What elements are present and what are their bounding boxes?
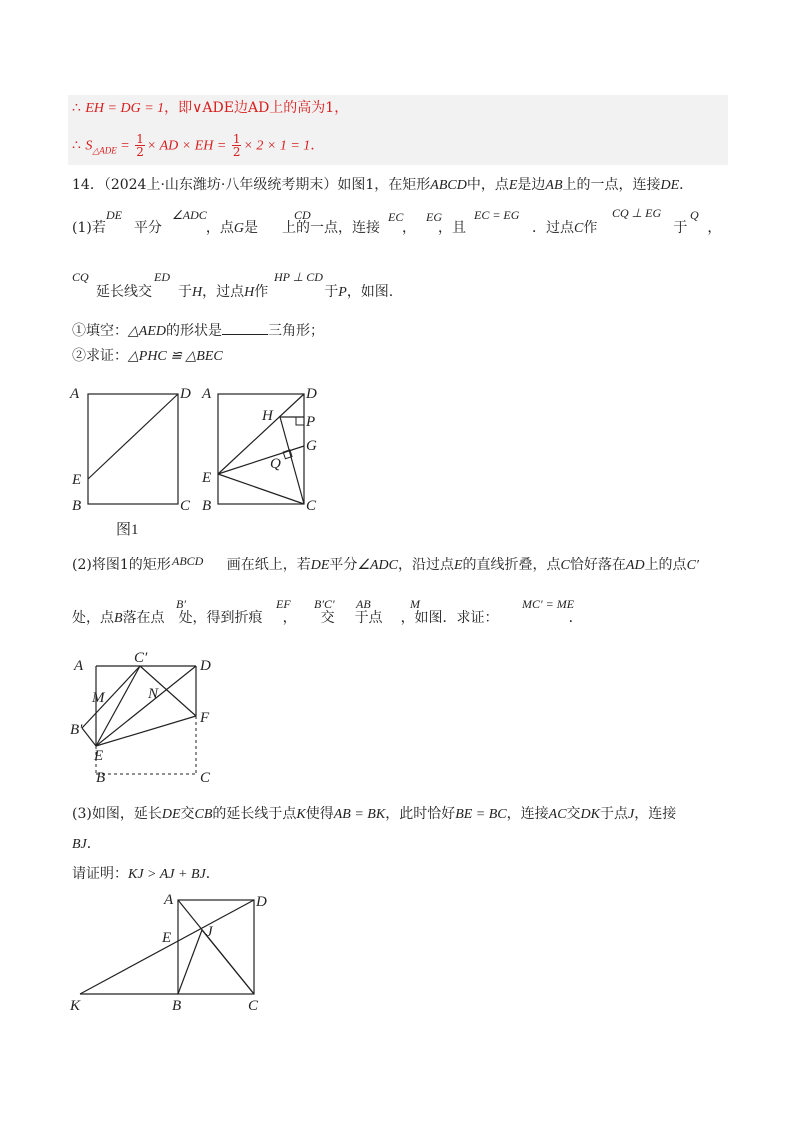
label-m: M	[92, 690, 105, 706]
text: 于	[324, 284, 339, 300]
area-result: × 2 × 1 = 1	[243, 138, 311, 154]
seg-kd	[80, 900, 254, 994]
height-note: ，即∨ADE边AD上的高为1，	[164, 100, 349, 116]
part3-line1	[72, 804, 676, 825]
label-b: B	[202, 498, 212, 514]
raised-q: Q	[690, 208, 699, 222]
text: ．	[568, 610, 583, 626]
raised-cq: CQ	[72, 270, 89, 284]
area-subscript: △ADE	[92, 145, 117, 156]
problem-number: 14．	[72, 177, 104, 193]
raised-ef: EF	[276, 597, 291, 611]
angle-adc: ∠ADC	[357, 558, 398, 573]
text: ，连接	[634, 806, 677, 822]
label-k: K	[70, 998, 81, 1014]
seg-ed	[96, 666, 196, 746]
label-a: A	[164, 892, 174, 908]
seg-ac: AC	[548, 807, 567, 822]
text: ，如图.	[346, 284, 394, 300]
part3-line2	[72, 834, 101, 855]
text: ②求证：	[72, 348, 128, 364]
text: ，	[707, 220, 722, 236]
seg-eg	[218, 446, 304, 474]
text: 上的一点，连接	[281, 220, 380, 236]
point-e: E	[508, 178, 518, 193]
seg-de	[218, 394, 304, 474]
text: 平分	[133, 220, 162, 236]
seg-bj: BJ	[72, 837, 87, 852]
text: 于	[673, 220, 688, 236]
label-a: A	[70, 386, 80, 402]
label-d: D	[200, 658, 211, 674]
problem-source: （2024上·山东潍坊·八年级统考期末）如图1，在矩形	[103, 177, 431, 193]
text: 落在点	[122, 610, 165, 626]
eq-sign: =	[116, 138, 134, 154]
label-e: E	[202, 470, 212, 486]
text: ，	[282, 610, 297, 626]
label-b: B	[96, 770, 106, 786]
text: 延长线交	[96, 284, 152, 300]
inequality: KJ > AJ + BJ	[128, 867, 206, 882]
point-g: G	[233, 221, 244, 236]
text: 平分	[329, 557, 358, 573]
raised-ec-eq-eg: EC = EG	[474, 208, 520, 222]
solution-line-2	[72, 133, 315, 160]
label-b: B	[72, 498, 82, 514]
area-symbol: S	[85, 138, 93, 154]
fraction-half-2	[232, 133, 242, 158]
period: ．	[205, 866, 220, 882]
label-h: H	[262, 408, 273, 424]
text: 上的一点，连接	[562, 177, 661, 193]
label-f: F	[200, 710, 210, 726]
rect-abcd	[88, 394, 178, 504]
part1-line2	[72, 282, 393, 303]
solution-line-1	[72, 98, 348, 119]
text: 交	[180, 806, 195, 822]
text: 的直线折叠，点	[462, 557, 561, 573]
label-a: A	[74, 658, 84, 674]
fraction-half-1	[135, 133, 145, 158]
frac-den: 2	[232, 145, 241, 159]
text: 三角形；	[267, 323, 324, 339]
seg-ad: AD	[625, 558, 645, 573]
period: ．	[86, 836, 101, 852]
text: ，连接	[506, 806, 549, 822]
text: ，点	[205, 220, 234, 236]
part1-label: (1)若	[72, 220, 106, 236]
label-d: D	[306, 386, 317, 402]
label-e: E	[72, 472, 82, 488]
label-p: P	[306, 414, 316, 430]
raised-b-c-prime: B′C′	[314, 597, 335, 611]
text: ．过点	[531, 220, 574, 236]
raised-abcd: ABCD	[172, 554, 204, 568]
text: 是边	[517, 177, 546, 193]
point-c: C	[573, 221, 584, 236]
seg-de: DE	[660, 178, 680, 193]
problem-intro	[72, 175, 693, 196]
eh-dg-eq: EH = DG = 1	[85, 101, 165, 116]
text: 交	[320, 610, 335, 626]
label-e: E	[94, 748, 104, 764]
figure-1	[68, 382, 198, 542]
therefore-symbol: ∴	[72, 100, 81, 116]
raised-cq-perp-eg: CQ ⊥ EG	[612, 206, 662, 220]
part3-label: (3)如图，延长	[72, 806, 162, 822]
raised-hp-perp-cd: HP ⊥ CD	[274, 270, 323, 284]
raised-cd: CD	[294, 208, 311, 222]
raised-de: DE	[106, 208, 122, 222]
text: ，过点	[202, 284, 245, 300]
figure-1-caption: 图1	[116, 522, 139, 538]
raised-ec: EC	[388, 210, 404, 224]
raised-m: M	[410, 597, 420, 611]
area-product: × AD × EH =	[146, 138, 230, 154]
label-c: C	[180, 498, 191, 514]
label-d: D	[256, 894, 267, 910]
raised-adc: ∠ADC	[172, 208, 207, 222]
text: ，此时恰好	[385, 806, 456, 822]
label-c: C	[306, 498, 317, 514]
seg-cb: CB	[194, 807, 213, 822]
text: 作	[254, 284, 269, 300]
label-d: D	[180, 386, 191, 402]
text: 是	[243, 220, 258, 236]
text: 恰好落在	[569, 557, 626, 573]
point-k: K	[296, 807, 306, 822]
part2-line1	[72, 555, 699, 576]
label-b: B	[172, 998, 182, 1014]
point-j: J	[628, 807, 635, 822]
be-eq-bc: BE = BC	[455, 807, 507, 822]
point-b: B	[114, 611, 123, 626]
text: 上的点	[644, 557, 687, 573]
prove-line	[72, 346, 223, 367]
text: 画在纸上，若	[226, 557, 311, 573]
seg-de: DE	[161, 807, 181, 822]
text: ，沿过点	[397, 557, 454, 573]
seg-b-prime-e	[82, 728, 96, 746]
text: 处，点	[72, 610, 114, 626]
raised-b-prime: B′	[176, 597, 186, 611]
text: ①填空：	[72, 323, 128, 339]
raised-ed: ED	[154, 270, 170, 284]
text: 使得	[305, 806, 334, 822]
text: 处，得到折痕	[178, 610, 263, 626]
part2-label: (2)将图1的矩形	[72, 557, 171, 573]
text: 中，点	[466, 177, 509, 193]
label-j: J	[206, 924, 213, 940]
answer-blank[interactable]	[222, 322, 268, 335]
seg-ef	[96, 716, 196, 746]
label-c-prime: C′	[134, 650, 148, 666]
label-e: E	[162, 930, 172, 946]
point-e: E	[453, 558, 463, 573]
tri-aed: △AED	[128, 324, 166, 339]
rect-abcd	[218, 394, 304, 504]
point-h: H	[244, 285, 255, 300]
text: 作	[583, 220, 598, 236]
period: .	[310, 137, 315, 154]
text: ，且	[437, 220, 466, 236]
point-c-prime: C′	[686, 558, 699, 573]
therefore-symbol-2: ∴	[72, 137, 81, 154]
rect-abcd: ABCD	[430, 178, 467, 193]
text: 于点	[600, 806, 628, 822]
label-b-prime: B′	[70, 722, 83, 738]
text: 交	[566, 806, 581, 822]
text: 于	[178, 284, 192, 300]
part3-prove	[72, 864, 220, 885]
congruence-statement: △PHC ≌ △BEC	[128, 349, 223, 364]
label-g: G	[306, 438, 317, 454]
text: 请证明：	[72, 866, 128, 882]
label-a: A	[202, 386, 212, 402]
text: ，	[401, 220, 416, 236]
frac-num: 1	[136, 132, 144, 146]
figure-3	[68, 648, 228, 788]
raised-eg: EG	[426, 210, 442, 224]
seg-dk: DK	[580, 807, 600, 822]
seg-de: DE	[310, 558, 330, 573]
point-p: P	[338, 285, 347, 300]
point-h: H	[192, 285, 203, 300]
label-c: C	[248, 998, 259, 1014]
figure-4	[68, 890, 278, 1020]
seg-ch	[280, 417, 304, 504]
frac-num: 1	[232, 132, 241, 146]
raised-mc-eq-me: MC′ = ME	[522, 597, 575, 611]
seg-ec	[218, 474, 304, 504]
text: ，如图．求证：	[400, 610, 499, 626]
label-n: N	[148, 686, 159, 702]
point-c: C	[560, 558, 570, 573]
text: 的延长线于点	[212, 806, 297, 822]
frac-den: 2	[136, 145, 144, 159]
period: ．	[679, 177, 694, 193]
right-angle-p	[296, 417, 304, 425]
label-q: Q	[270, 456, 281, 472]
fill-in-line	[72, 321, 324, 342]
label-c: C	[200, 770, 211, 786]
seg-de	[88, 394, 178, 479]
text: 于点	[354, 610, 383, 626]
ab-eq-bk: AB = BK	[333, 807, 386, 822]
text: 的形状是	[165, 323, 222, 339]
figure-2	[198, 382, 338, 522]
seg-ab: AB	[545, 178, 563, 193]
raised-ab: AB	[356, 597, 371, 611]
